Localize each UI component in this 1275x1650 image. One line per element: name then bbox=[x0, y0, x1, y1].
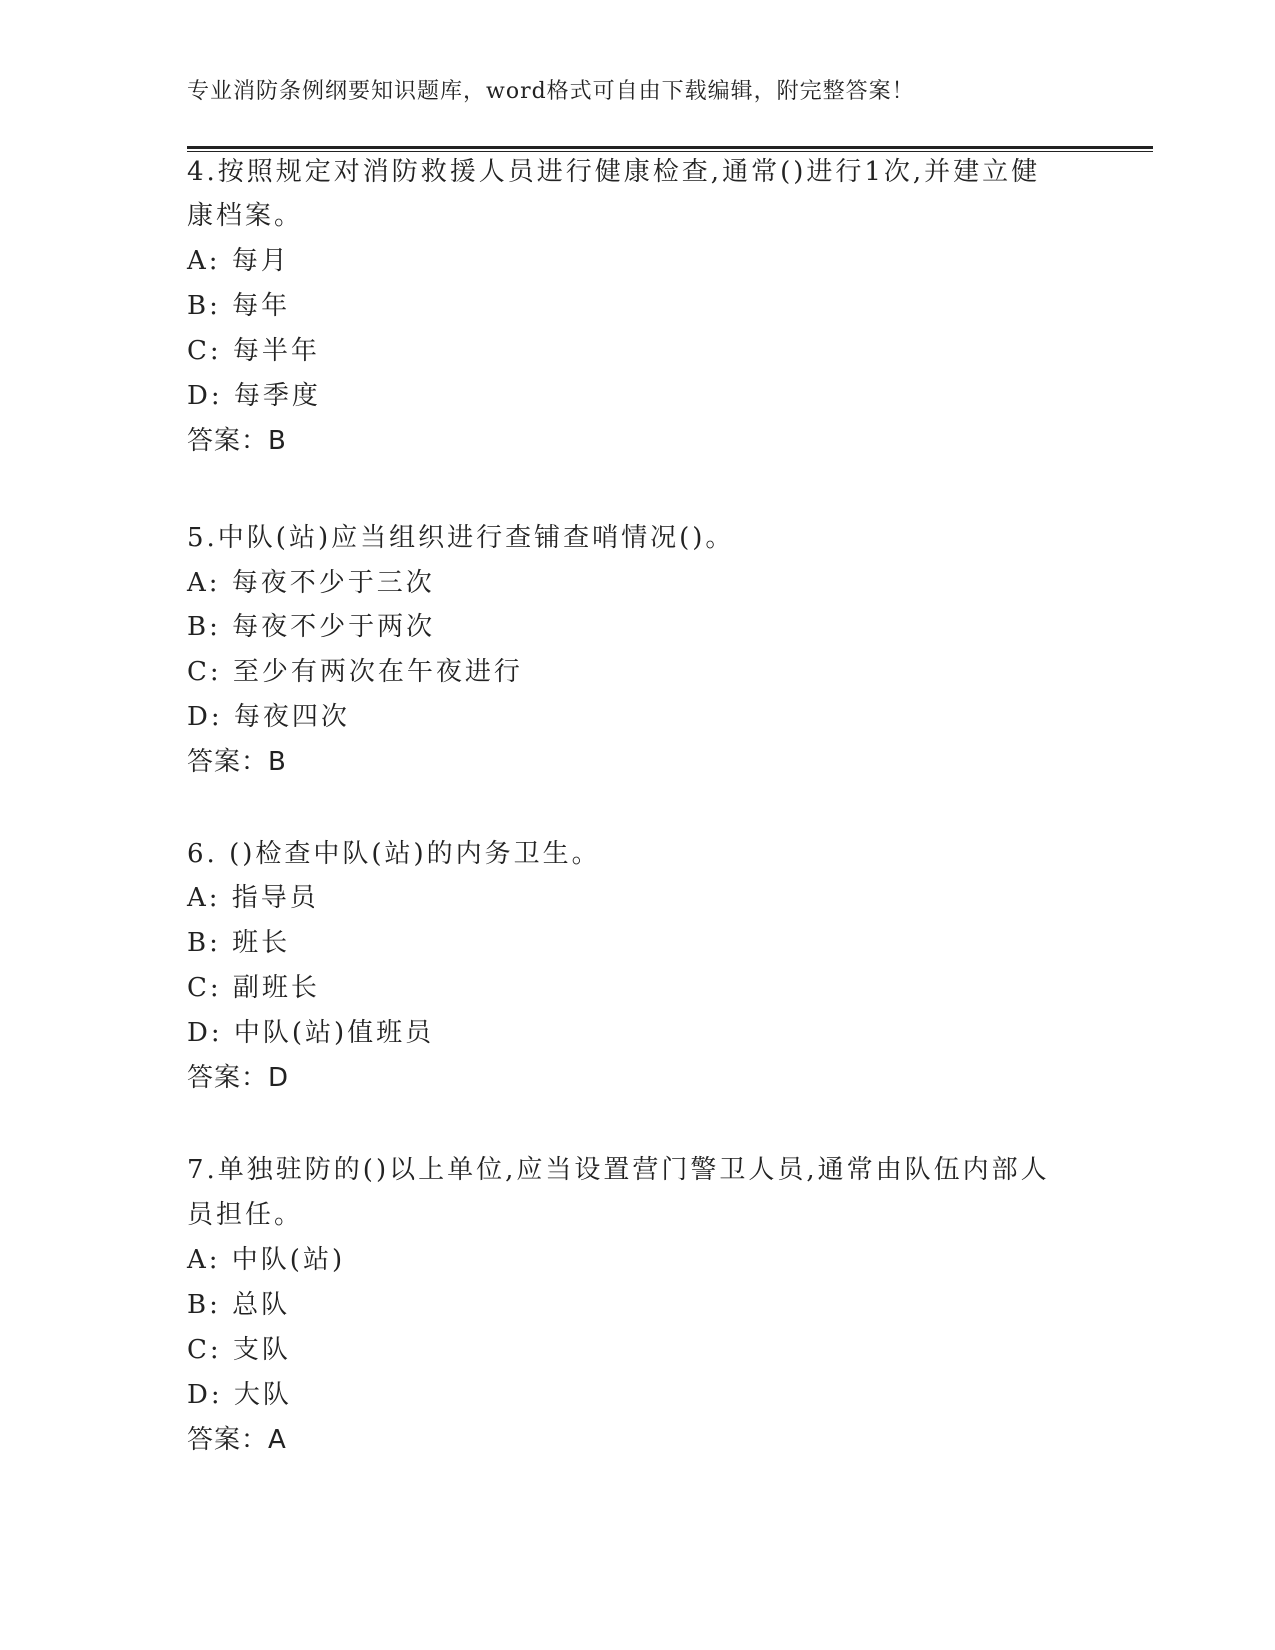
question-4-option-b: B: 每年 bbox=[187, 291, 291, 321]
question-6-option-c: C: 副班长 bbox=[187, 973, 320, 1003]
page-header: 专业消防条例纲要知识题库，word格式可自由下载编辑，附完整答案！ bbox=[187, 79, 915, 104]
question-4-stem-line-1: 4.按照规定对消防救援人员进行健康检查,通常()进行1次,并建立健 bbox=[187, 157, 1041, 187]
question-5-option-d: D: 每夜四次 bbox=[187, 702, 350, 732]
question-7-option-b: B: 总队 bbox=[187, 1290, 291, 1320]
question-6-option-a: A: 指导员 bbox=[187, 883, 319, 913]
question-4-stem-line-2: 康档案。 bbox=[187, 201, 304, 231]
question-7-option-a: A: 中队(站) bbox=[187, 1245, 346, 1275]
question-4-option-c: C: 每半年 bbox=[187, 336, 320, 366]
question-6-answer: 答案：D bbox=[187, 1063, 290, 1093]
question-4-option-d: D: 每季度 bbox=[187, 381, 321, 411]
question-6-option-b: B: 班长 bbox=[187, 928, 291, 958]
question-6-stem-line-1: 6. ()检查中队(站)的内务卫生。 bbox=[187, 839, 601, 869]
question-5-answer: 答案：B bbox=[187, 747, 287, 777]
question-5-option-a: A: 每夜不少于三次 bbox=[187, 568, 435, 598]
question-6-option-d: D: 中队(站)值班员 bbox=[187, 1018, 435, 1048]
question-7-stem-line-1: 7.单独驻防的()以上单位,应当设置营门警卫人员,通常由队伍内部人 bbox=[187, 1155, 1050, 1185]
question-5-stem-line-1: 5.中队(站)应当组织进行查铺查哨情况()。 bbox=[187, 523, 735, 553]
header-divider bbox=[187, 146, 1153, 152]
question-7-stem-line-2: 员担任。 bbox=[187, 1200, 304, 1230]
question-4-option-a: A: 每月 bbox=[187, 246, 290, 276]
question-4-answer: 答案：B bbox=[187, 426, 287, 456]
question-7-answer: 答案：A bbox=[187, 1425, 287, 1455]
question-7-option-d: D: 大队 bbox=[187, 1380, 292, 1410]
question-5-option-b: B: 每夜不少于两次 bbox=[187, 612, 436, 642]
question-7-option-c: C: 支队 bbox=[187, 1335, 291, 1365]
question-5-option-c: C: 至少有两次在午夜进行 bbox=[187, 657, 523, 687]
